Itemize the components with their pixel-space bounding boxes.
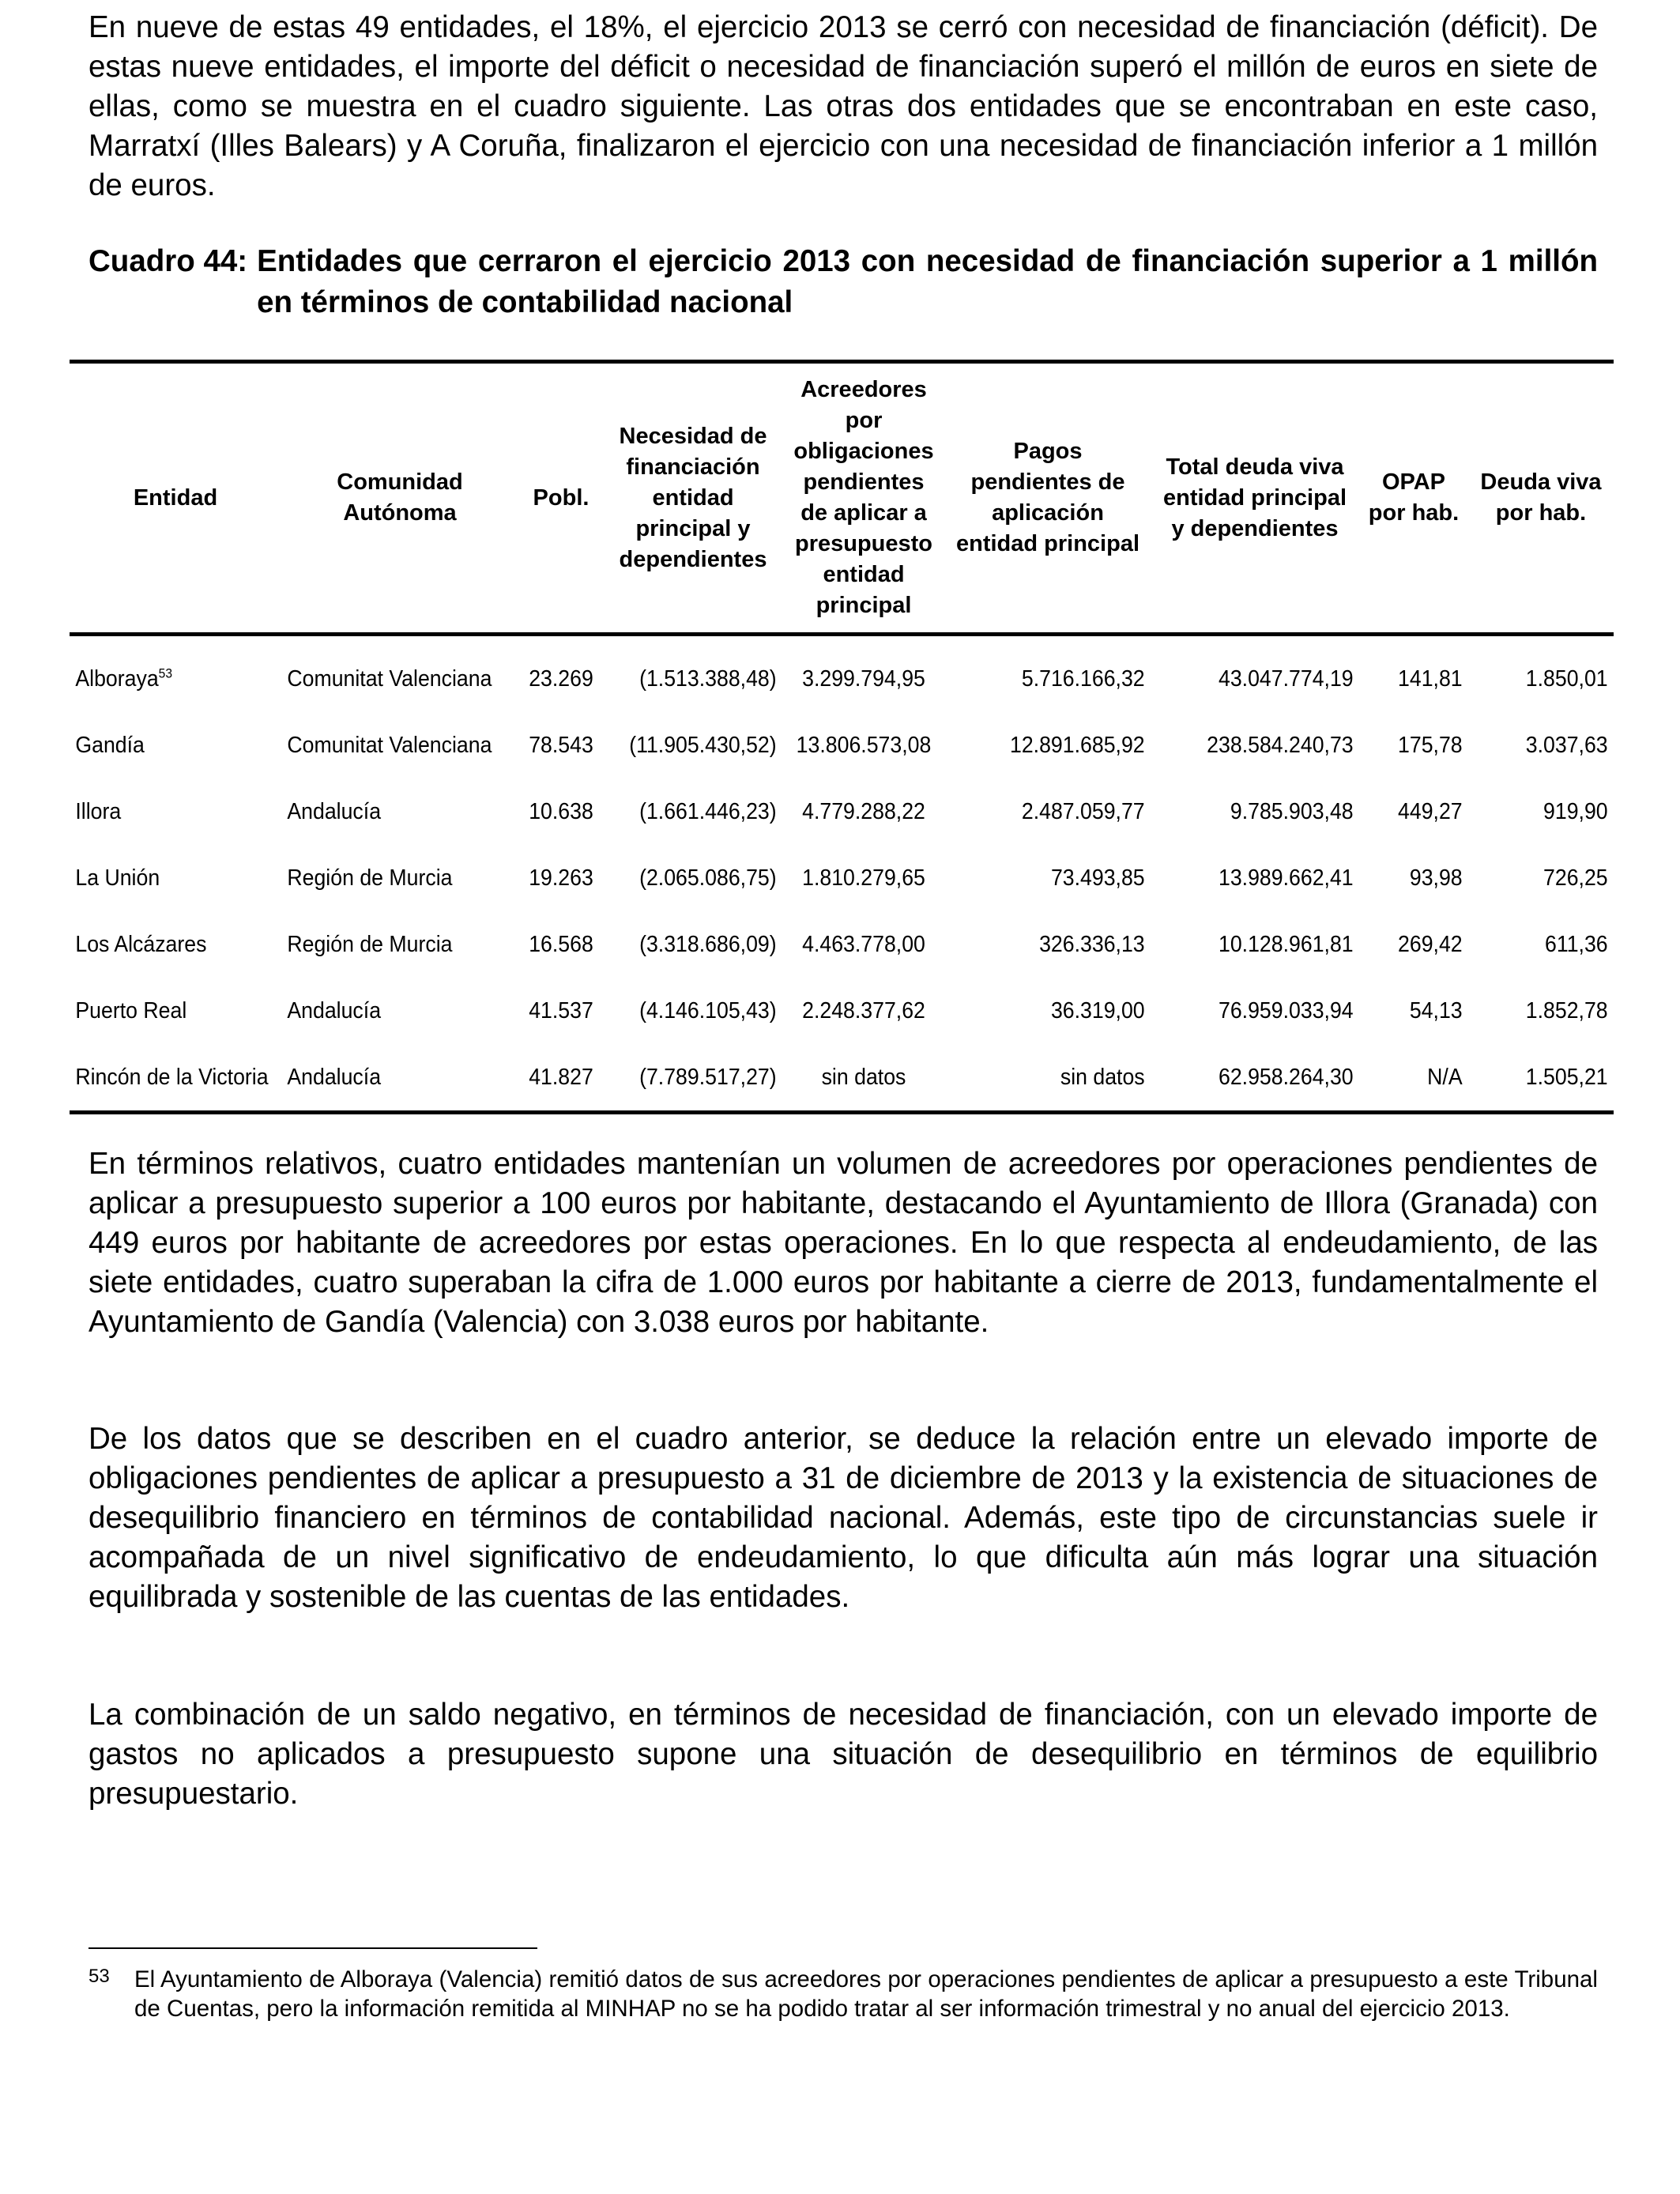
paragraph-conclusion: La combinación de un saldo negativo, en términos de necesidad de financiación, con un elevado importe de gastos no aplicados a presupuesto supone una situación de desequilibrio en términos de equilibrio presupuestario. <box>89 1698 1598 1811</box>
cell-entidad: Puerto Real <box>75 998 187 1023</box>
entities-table-wrapper <box>70 360 1614 1114</box>
cell-acreedores: 13.806.573,08 <box>796 733 932 758</box>
cell-acreedores: sin datos <box>821 1065 906 1090</box>
header-entidad: Entidad <box>133 484 218 511</box>
cell-opap: 269,42 <box>1398 932 1463 957</box>
cell-opap: 449,27 <box>1398 799 1463 824</box>
cell-comunidad: Comunitat Valenciana <box>287 733 492 758</box>
cell-pagos: 73.493,85 <box>1050 865 1145 891</box>
cell-deuda-hab: 919,90 <box>1543 799 1608 824</box>
header-comunidad: Comunidad Autónoma <box>337 469 463 526</box>
footnote-ref: 53 <box>158 665 173 681</box>
cell-entidad: Rincón de la Victoria <box>75 1065 269 1090</box>
cell-pagos: 12.891.685,92 <box>1010 733 1145 758</box>
footnote-number: 53 <box>89 1966 110 1987</box>
cell-necesidad: (3.318.686,09) <box>639 932 777 957</box>
cell-comunidad: Región de Murcia <box>287 932 453 957</box>
footnote-separator <box>89 1947 537 1949</box>
cell-acreedores: 1.810.279,65 <box>802 865 925 891</box>
header-opap: OPAP por hab. <box>1368 469 1460 526</box>
header-deuda-hab: Deuda viva por hab. <box>1480 469 1602 526</box>
table-row <box>70 1044 1614 1113</box>
table-row <box>70 778 1614 845</box>
cell-entidad: Alboraya$^{53}$ <box>75 665 173 692</box>
cell-deuda: 76.959.033,94 <box>1219 998 1354 1023</box>
cell-opap: 93,98 <box>1409 865 1463 891</box>
cell-necesidad: (1.513.388,48) <box>639 666 777 692</box>
table-header-row <box>70 362 1614 635</box>
cell-pobl: 78.543 <box>529 733 593 758</box>
cell-entidad: La Unión <box>75 865 160 891</box>
cell-pobl: 16.568 <box>529 932 593 957</box>
cell-comunidad: Andalucía <box>287 1065 382 1090</box>
table-row <box>70 635 1614 713</box>
header-necesidad: Necesidad de financiación entidad principal y dependientes <box>619 423 767 572</box>
table-row <box>70 911 1614 978</box>
cell-deuda-hab: 611,36 <box>1545 932 1608 957</box>
header-pagos: Pagos pendientes de aplicación entidad principal <box>955 439 1140 556</box>
cell-deuda: 9.785.903,48 <box>1230 799 1354 824</box>
cell-pobl: 41.827 <box>529 1065 593 1090</box>
header-deuda: Total deuda viva entidad principal y dependientes <box>1162 454 1347 541</box>
cell-necesidad: (2.065.086,75) <box>639 865 777 891</box>
intro-paragraph: En nueve de estas 49 entidades, el 18%, el ejercicio 2013 se cerró con necesidad de financiación (déficit). De estas nueve entidades, el importe del déficit o necesidad de financiación superó el millón de euros en siete de ellas, como se muestra en el cuadro siguiente. Las otras dos entidades que se encontraban en este caso, Marratxí (Illes Balears) y A Coruña, finalizaron el ejercicio con una necesidad de financiación inferior a 1 millón de euros. <box>89 10 1598 202</box>
cell-comunidad: Andalucía <box>287 799 382 824</box>
cell-deuda-hab: 1.850,01 <box>1525 666 1608 692</box>
cell-comunidad: Andalucía <box>287 998 382 1023</box>
cell-entidad: Gandía <box>75 733 145 758</box>
table-caption <box>89 241 1598 323</box>
cell-necesidad: (11.905.430,52) <box>629 733 777 758</box>
cell-deuda: 43.047.774,19 <box>1219 666 1354 692</box>
cell-deuda-hab: 1.505,21 <box>1525 1065 1608 1090</box>
cell-deuda-hab: 3.037,63 <box>1525 733 1608 758</box>
cell-opap: N/A <box>1427 1065 1463 1090</box>
table-row <box>70 845 1614 911</box>
cell-pobl: 10.638 <box>529 799 593 824</box>
cell-opap: 141,81 <box>1398 666 1463 692</box>
table-row <box>70 978 1614 1044</box>
cell-necesidad: (4.146.105,43) <box>639 998 777 1023</box>
cell-entidad: Illora <box>75 799 122 824</box>
cell-deuda: 13.989.662,41 <box>1219 865 1354 891</box>
cell-entidad: Los Alcázares <box>75 932 207 957</box>
cell-pagos: 326.336,13 <box>1039 932 1145 957</box>
cell-necesidad: (7.789.517,27) <box>639 1065 777 1090</box>
cell-necesidad: (1.661.446,23) <box>639 799 777 824</box>
cell-pobl: 41.537 <box>529 998 593 1023</box>
footnote-text: El Ayuntamiento de Alboraya (Valencia) remitió datos de sus acreedores por operaciones pendientes de aplicar a presupuesto a este Tribunal de Cuentas, pero la información remitida al MINHAP no se ha podido tratar al ser información trimestral y no anual del ejercicio 2013. <box>134 1966 1598 2022</box>
paragraph-relative-terms: En términos relativos, cuatro entidades mantenían un volumen de acreedores por operaciones pendientes de aplicar a presupuesto superior a 100 euros por habitante, destacando el Ayuntamiento de Illora (Granada) con 449 euros por habitante de acreedores por estas operaciones. En lo que respecta al endeudamiento, de las siete entidades, cuatro superaban la cifra de 1.000 euros por habitante a cierre de 2013, fundamentalmente el Ayuntamiento de Gandía (Valencia) con 3.038 euros por habitante. <box>89 1147 1598 1339</box>
cell-pagos: 5.716.166,32 <box>1021 666 1145 692</box>
entities-table <box>70 360 1614 1114</box>
footnote <box>89 1965 1598 2023</box>
cell-acreedores: 4.779.288,22 <box>802 799 925 824</box>
cell-acreedores: 2.248.377,62 <box>802 998 925 1023</box>
paragraph-data-analysis: De los datos que se describen en el cuadro anterior, se deduce la relación entre un elevado importe de obligaciones pendientes de aplicar a presupuesto a 31 de diciembre de 2013 y la existencia de situaciones de desequilibrio financiero en términos de contabilidad nacional. Además, este tipo de circunstancias suele ir acompañada de un nivel significativo de endeudamiento, lo que dificulta aún más lograr una situación equilibrada y sostenible de las cuentas de las entidades. <box>89 1422 1598 1614</box>
cell-pagos: sin datos <box>1060 1065 1145 1090</box>
cell-comunidad: Región de Murcia <box>287 865 453 891</box>
cell-deuda-hab: 1.852,78 <box>1525 998 1608 1023</box>
cell-opap: 54,13 <box>1409 998 1463 1023</box>
cell-opap: 175,78 <box>1398 733 1463 758</box>
cell-pobl: 23.269 <box>529 666 593 692</box>
header-pobl: Pobl. <box>533 484 590 511</box>
cell-deuda: 238.584.240,73 <box>1207 733 1354 758</box>
cell-pobl: 19.263 <box>529 865 593 891</box>
cell-comunidad: Comunitat Valenciana <box>287 666 492 692</box>
cell-deuda-hab: 726,25 <box>1543 865 1608 891</box>
caption-text: Entidades que cerraron el ejercicio 2013 con necesidad de financiación superior a 1 millón en términos de contabilidad nacional <box>257 244 1598 319</box>
cell-deuda: 62.958.264,30 <box>1219 1065 1354 1090</box>
cell-deuda: 10.128.961,81 <box>1219 932 1354 957</box>
caption-label: Cuadro 44: <box>89 244 248 278</box>
cell-acreedores: 4.463.778,00 <box>802 932 925 957</box>
table-row <box>70 712 1614 778</box>
header-acreedores: Acreedores por obligaciones pendientes de aplicar a presupuesto entidad principal <box>793 377 934 618</box>
cell-pagos: 36.319,00 <box>1050 998 1145 1023</box>
cell-acreedores: 3.299.794,95 <box>802 666 925 692</box>
cell-pagos: 2.487.059,77 <box>1021 799 1145 824</box>
